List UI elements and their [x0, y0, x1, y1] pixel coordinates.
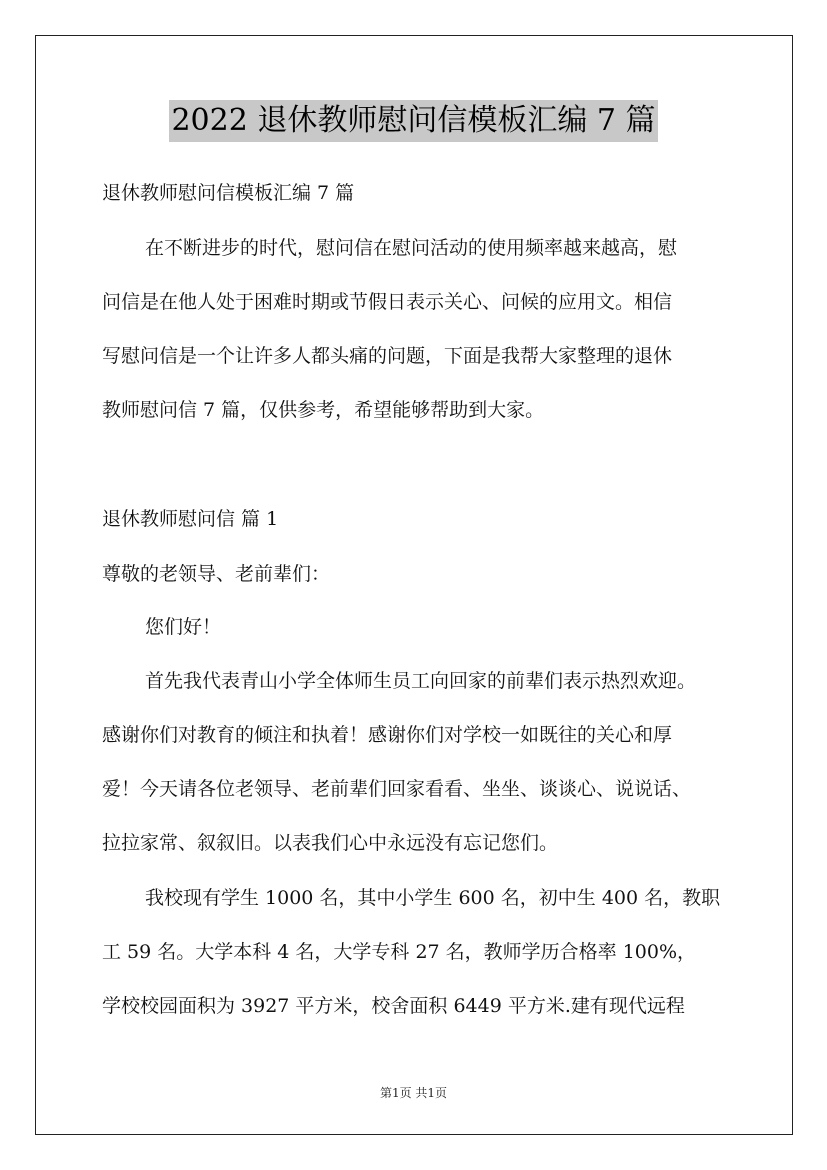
- intro-line-4: 教师慰问信 7 篇，仅供参考，希望能够帮助到大家。: [102, 399, 545, 421]
- body-para2-line-2: 工 59 名。大学本科 4 名，大学专科 27 名，教师学历合格率 100%，: [102, 941, 697, 963]
- section-heading: 退休教师慰问信 篇 1: [102, 508, 279, 530]
- body-para1-line-3: 爱！今天请各位老领导、老前辈们回家看看、坐坐、谈谈心、说说话、: [102, 778, 692, 800]
- document-title: 2022 退休教师慰问信模板汇编 7 篇: [169, 100, 657, 142]
- page-footer: 第1页 共1页: [379, 1086, 448, 1100]
- greeting: 您们好！: [145, 616, 222, 638]
- body-para2-line-1: 我校现有学生 1000 名，其中小学生 600 名，初中生 400 名，教职: [145, 887, 721, 909]
- body-para2-line-3: 学校校园面积为 3927 平方米，校舍面积 6449 平方米.建有现代远程: [102, 995, 685, 1017]
- intro-line-3: 写慰问信是一个让许多人都头痛的问题，下面是我帮大家整理的退休: [102, 345, 673, 367]
- intro-line-1: 在不断进步的时代，慰问信在慰问活动的使用频率越来越高，慰: [145, 237, 678, 259]
- body-para1-line-2: 感谢你们对教育的倾注和执着！感谢你们对学校一如既往的关心和厚: [102, 724, 673, 746]
- document-subtitle: 退休教师慰问信模板汇编 7 篇: [102, 182, 355, 204]
- body-para1-line-1: 首先我代表青山小学全体师生员工向回家的前辈们表示热烈欢迎。: [145, 670, 697, 692]
- body-para1-line-4: 拉拉家常、叙叙旧。以表我们心中永远没有忘记您们。: [102, 832, 559, 854]
- salutation: 尊敬的老领导、老前辈们：: [102, 563, 331, 585]
- intro-line-2: 问信是在他人处于困难时期或节假日表示关心、问候的应用文。相信: [102, 291, 673, 313]
- title-container: [0, 100, 827, 142]
